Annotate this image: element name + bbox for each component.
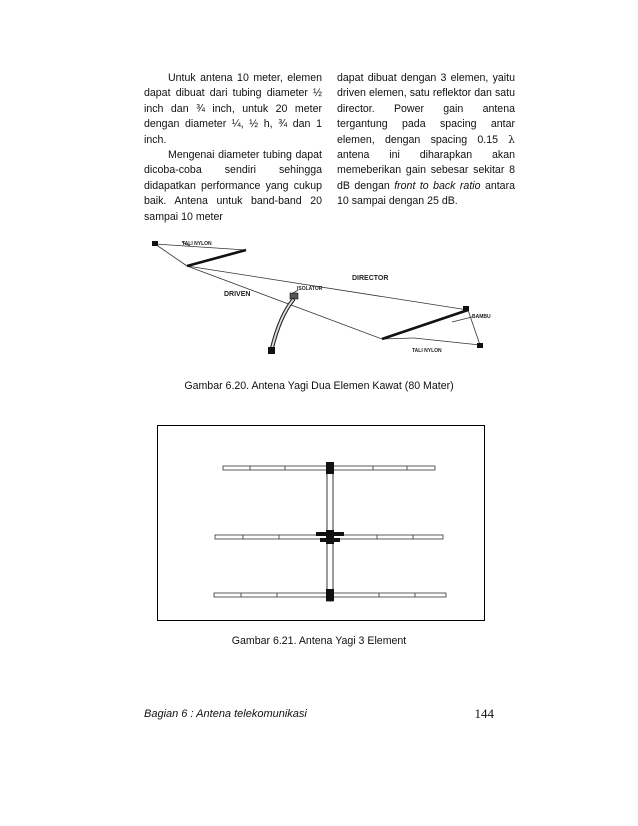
text-segment: antara 10 sampai dengan 25 dB. [337,179,515,208]
director-element [382,310,468,339]
cable-connector [268,347,275,354]
figure-caption-6-20: Gambar 6.20. Antena Yagi Dua Elemen Kawat (80 Mater) [184,380,454,392]
label-driven: DRIVEN [224,291,251,298]
figure-caption-6-21: Gambar 6.21. Antena Yagi 3 Element [231,635,407,647]
end-block [152,241,158,246]
driven-element [215,530,443,544]
label-tali-nylon-bottom: TALI NYLON [412,348,442,354]
body-column-right [337,71,515,210]
director-element [223,462,435,474]
italic-term: front to back ratio [394,179,481,192]
paragraph-antenna-10m: Untuk antena 10 meter, elemen dapat dibuat dari tubing diameter ½ inch dan ¾ inch, untuk 20 meter dengan diameter ¼, ½ h, ¾ dan 1 inch. [144,72,322,146]
text-segment: antena ini diharapkan akan memeberikan gain sebesar sekitar 8 dB dengan [337,149,515,192]
footer-chapter: Bagian 6 : Antena telekomunikasi [144,708,307,720]
body-column-left [144,71,322,225]
reflector-element [214,589,446,601]
end-block [477,343,483,348]
label-tali-nylon-top: TALI NYLON [182,241,212,247]
text-segment: dapat dibuat dengan 3 elemen, yaitu driven elemen, satu reflektor dan satu director. Power gain antena tergantung pada spacing antar elemen, dengan spacing 0.15 [337,72,515,146]
page-number: 144 [474,706,494,721]
lambda-symbol: λ [508,133,515,146]
label-director: DIRECTOR [352,275,389,282]
label-bambu: BAMBU [472,314,491,320]
isolator-block [290,293,298,299]
feed-cable [272,300,293,348]
paragraph-tubing-diameter: Mengenai diameter tubing dapat dicoba-coba sendiri sehingga didapatkan performance yang cukup baik. Antena untuk band-band 20 sampai 10 meter [144,149,322,223]
figure-yagi-two-element-wire [150,228,495,368]
figure-yagi-three-element [157,425,485,621]
label-isolator: ISOLATOR [297,286,323,292]
end-block [463,306,469,311]
paragraph-three-elements [337,71,515,210]
driven-element [187,250,246,266]
